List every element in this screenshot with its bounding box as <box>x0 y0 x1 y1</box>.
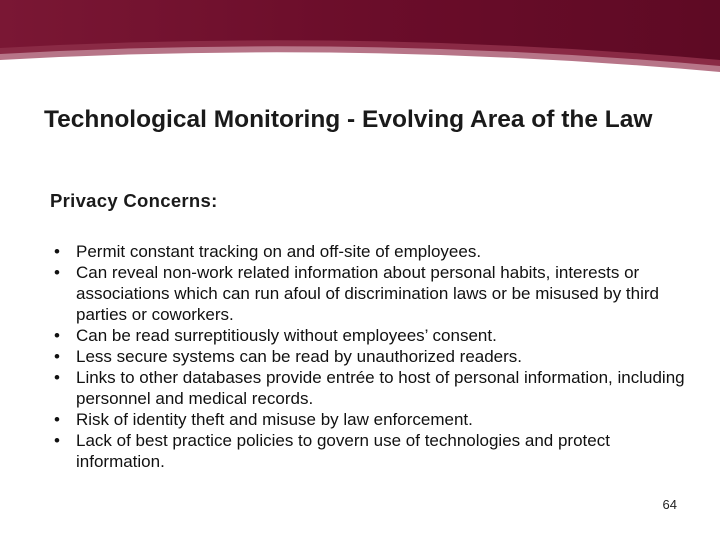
header-banner <box>0 0 720 90</box>
bullet-list <box>50 241 700 472</box>
slide-subtitle: Privacy Concerns: <box>50 190 218 211</box>
bullet-item: • Links to other databases provide entrée to host of personal information, including personnel and medical records. <box>50 367 700 409</box>
bullet-item: • Risk of identity theft and misuse by law enforcement. <box>50 409 700 430</box>
bullet-item: • Lack of best practice policies to govern use of technologies and protect information. <box>50 430 700 472</box>
bullet-item: • Less secure systems can be read by unauthorized readers. <box>50 346 700 367</box>
bullet-item: • Can be read surreptitiously without employees’ consent. <box>50 325 700 346</box>
bullet-item: • Permit constant tracking on and off-site of employees. <box>50 241 700 262</box>
bullet-item: • Can reveal non-work related information about personal habits, interests or associations which can run afoul of discrimination laws or be misused by third parties or coworkers. <box>50 262 700 325</box>
slide-title: Technological Monitoring - Evolving Area of the Law <box>44 106 653 133</box>
slide-number: 64 <box>662 497 677 512</box>
